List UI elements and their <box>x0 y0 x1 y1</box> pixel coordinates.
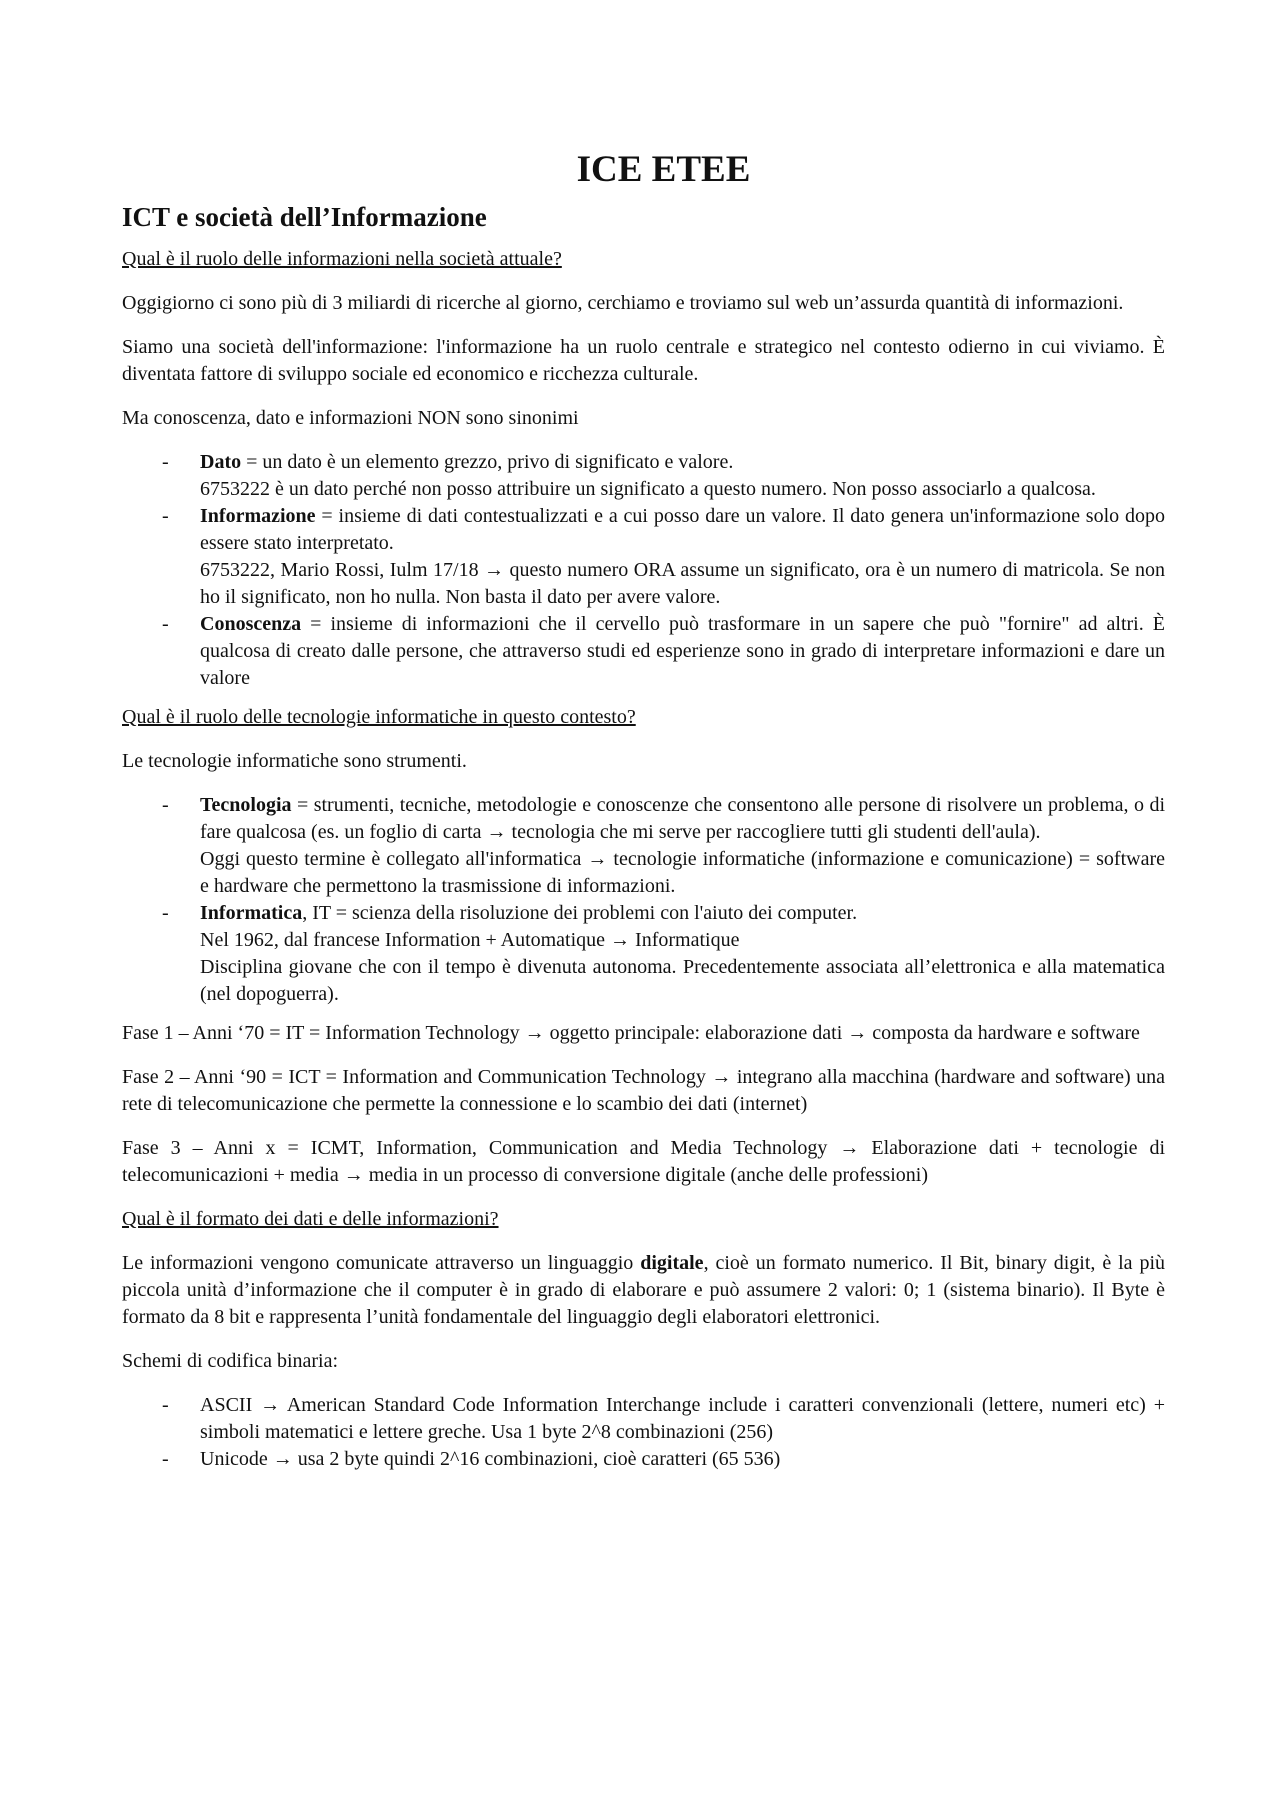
definition-list-2 <box>122 792 1165 1008</box>
paragraph-1: Oggigiorno ci sono più di 3 miliardi di ricerche al giorno, cerchiamo e troviamo sul web un’assurda quantità di informazioni. <box>122 292 1124 314</box>
list-item-conoscenza <box>122 611 1165 692</box>
list-item-unicode: - Unicode → usa 2 byte quindi 2^16 combinazioni, cioè caratteri (65 536) <box>122 1446 1165 1473</box>
term-dato: Dato <box>200 451 242 473</box>
question-heading-1: Qual è il ruolo delle informazioni nella società attuale? <box>122 248 562 270</box>
document-body <box>122 148 1165 1485</box>
list-item-tecnologia <box>122 792 1165 900</box>
list-item-ascii: - ASCII → American Standard Code Information Interchange include i caratteri convenzionali (lettere, numeri etc) + simboli matematici e lettere greche. Usa 1 byte 2^8 combinazioni (256) <box>122 1392 1165 1446</box>
bold-digitale: digitale <box>640 1252 704 1274</box>
question-heading-2: Qual è il ruolo delle tecnologie informatiche in questo contesto? <box>122 706 636 728</box>
document-title: ICE ETEE <box>576 149 751 190</box>
paragraph-6: Schemi di codifica binaria: <box>122 1350 339 1372</box>
example-informazione: 6753222, Mario Rossi, Iulm 17/18 → questo numero ORA assume un significato, ora è un numero di matricola. Se non ho il significato, non ho nulla. Non basta il dato per avere valore. <box>200 559 1165 608</box>
example-tecnologia: Oggi questo termine è collegato all'informatica → tecnologie informatiche (informazione e comunicazione) = software e hardware che permettono la trasmissione di informazioni. <box>200 848 1165 897</box>
paragraph-fase-1: Fase 1 – Anni ‘70 = IT = Information Technology → oggetto principale: elaborazione dati → composta da hardware e software <box>122 1022 1140 1044</box>
paragraph-4: Le tecnologie informatiche sono strumenti. <box>122 750 467 772</box>
definition-list-1 <box>122 449 1165 692</box>
example-informatica-1: Nel 1962, dal francese Information + Automatique → Informatique <box>200 929 740 951</box>
paragraph-2: Siamo una società dell'informazione: l'informazione ha un ruolo centrale e strategico nel contesto odierno in cui viviamo. È diventata fattore di sviluppo sociale ed economico e ricchezza culturale. <box>122 336 1165 385</box>
question-heading-3: Qual è il formato dei dati e delle informazioni? <box>122 1208 499 1230</box>
example-dato: 6753222 è un dato perché non posso attribuire un significato a questo numero. Non posso associarlo a qualcosa. <box>200 478 1096 500</box>
paragraph-fase-2: Fase 2 – Anni ‘90 = ICT = Information and Communication Technology → integrano alla macchina (hardware and software) una rete di telecomunicazione che permette la connessione e lo scambio dei dati (internet) <box>122 1066 1165 1115</box>
definition-conoscenza: = insieme di informazioni che il cervello può trasformare in un sapere che può "fornire" ad altri. È qualcosa di creato dalle persone, che attraverso studi ed esperienze sono in grado di interpretare informazioni e dare un valore <box>200 613 1165 689</box>
definition-informazione: = insieme di dati contestualizzati e a cui posso dare un valore. Il dato genera un'informazione solo dopo essere stato interpretato. <box>200 505 1165 554</box>
paragraph-3: Ma conoscenza, dato e informazioni NON sono sinonimi <box>122 407 579 429</box>
list-item-dato <box>122 449 1165 503</box>
definition-dato: = un dato è un elemento grezzo, privo di significato e valore. <box>241 451 734 473</box>
term-informazione: Informazione <box>200 505 316 527</box>
section-title: ICT e società dell’Informazione <box>122 202 487 232</box>
list-item-informatica <box>122 900 1165 1008</box>
encoding-list <box>122 1392 1165 1473</box>
definition-tecnologia: = strumenti, tecniche, metodologie e conoscenze che consentono alle persone di risolvere un problema, o di fare qualcosa (es. un foglio di carta → tecnologia che mi serve per raccogliere tutti gli studenti dell'aula). <box>200 794 1165 843</box>
paragraph-fase-3: Fase 3 – Anni x = ICMT, Information, Communication and Media Technology → Elaborazione dati + tecnologie di telecomunicazioni + media → media in un processo di conversione digitale (anche delle professioni) <box>122 1137 1165 1186</box>
paragraph-5: Le informazioni vengono comunicate attraverso un linguaggio digitale, cioè un formato numerico. Il Bit, binary digit, è la più piccola unità d’informazione che il computer è in grado di elaborare e può assumere 2 valori: 0; 1 (sistema binario). Il Byte è formato da 8 bit e rappresenta l’unità fondamentale del linguaggio degli elaboratori elettronici. <box>122 1252 1166 1328</box>
term-tecnologia: Tecnologia <box>200 794 292 816</box>
definition-informatica: , IT = scienza della risoluzione dei problemi con l'aiuto dei computer. <box>302 902 858 924</box>
example-informatica-2: Disciplina giovane che con il tempo è divenuta autonoma. Precedentemente associata all’elettronica e alla matematica (nel dopoguerra). <box>200 956 1165 1005</box>
term-informatica: Informatica <box>200 902 303 924</box>
list-item-informazione <box>122 503 1165 611</box>
term-conoscenza: Conoscenza <box>200 613 302 635</box>
